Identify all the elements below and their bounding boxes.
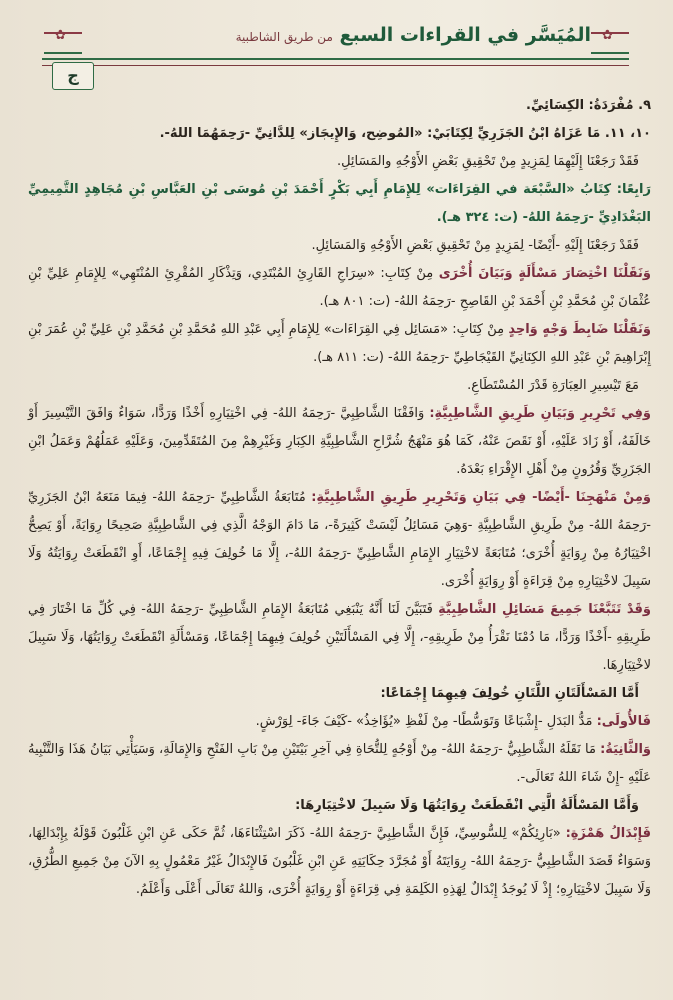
floral-ornament-icon bbox=[44, 32, 82, 54]
paragraph: فَقَدْ رَجَعْنَا إِلَيْهِ -أَيْضًا- لِمَزِيدٍ مِنْ تَحْقِيقِ بَعْضِ الأَوْجُهِ وَالمَسَائِلِ. bbox=[311, 238, 639, 253]
paragraph: فَقَدْ رَجَعْنَا إِلَيْهِمَا لِمَزِيدٍ مِنْ تَحْقِيقِ بَعْضِ الأَوْجُهِ والمَسَائِلِ. bbox=[336, 154, 639, 169]
paragraph: وَنَقَلْنَا ضَابِطَ وَجْهٍ وَاحِدٍ مِنْ كِتَابِ: «مَسَائِل فِي القِرَاءَات» لِلإِمَامِ أَبِي عَبْدِ اللهِ مُحَمَّدِ بْنِ مُحَمَّدِ بْنِ عَلِيِّ بْنِ عُمَرَ بْنِ إِبْرَاهِيمَ بْنِ عَبْدِ اللهِ الكِنَانِيِّ القَيْجَاطِيِّ -رَحِمَهُ اللهُ- (ت: ٨١١ هـ). bbox=[28, 322, 652, 365]
page-number: ج bbox=[52, 62, 94, 90]
paragraph: ١٠، ١١. مَا عَزَاهُ ابْنُ الجَزَرِيِّ لِكِتَابَيْ: «المُوضِح، وَالإِيجَاز» لِلدَّانِيِّ -رَحِمَهُمَا اللهُ-. bbox=[159, 126, 651, 141]
paragraph: فَإِبْدَالُ هَمْزَةِ: «بَارِئِكُمْ» لِلسُّوسِيِّ، فَإِنَّ الشَّاطِبِيَّ -رَحِمَهُ اللهُ- ذَكَرَ اسْتِثْنَاءَهَا، ثُمَّ حَكَى عَنِ ابْنِ غَلْبُونَ قَوْلَهُ بِإِبْدَالِهَا، وَسَوَاءٌ قَصَدَ الشَّاطِبِيُّ -رَحِمَهُ اللهُ- رِوَايَتَهُ أَوْ مُجَرَّدَ حِكَايَتِهِ عَنِ ابْنِ غَلْبُونَ فَالإِبْدَالُ غَيْرُ مَعْمُولٍ بِهِ الآنَ مِنْ جَمِيعِ الطُّرُقِ، وَلَا سَبِيلَ لاخْتِيَارِهِ؛ إِذْ لَا يُوجَدُ إِبْدَالٌ لِهَذِهِ الكَلِمَةِ فِي قِرَاءَةٍ أَوْ رِوَايَةٍ أُخْرَى، وَاللهُ تَعَالَى أَعْلَى وَأَعْلَمُ. bbox=[28, 826, 651, 897]
paragraph: رَابِعًا: كِتَابُ «السَّبْعَة في القِرَاءَات» لِلإِمَامِ أَبِي بَكْرٍ أَحْمَدَ بْنِ مُوسَى بْنِ العَبَّاسِ بْنِ مُجَاهِدٍ التَّمِيمِيِّ البَغْدَادِيِّ -رَحِمَهُ اللهُ- (ت: ٣٢٤ هـ). bbox=[28, 182, 651, 225]
page-header bbox=[22, 0, 651, 85]
paragraph: وَمِنْ مَنْهَجِنَا -أَيْضًا- فِي بَيَانِ وَتَحْرِيرِ طَرِيقِ الشَّاطِبِيَّةِ: مُتَابَعَةُ الشَّاطِبِيِّ -رَحِمَهُ اللهُ- فِيمَا مَنَعَهُ ابْنُ الجَزَرِيِّ -رَحِمَهُ اللهُ- مِنْ طَرِيقِ الشَّاطِبِيَّةِ -وَهِيَ مَسَائِلُ لَيْسَتْ كَثِيرَةً-، مَا دَامَ الوَجْهُ الَّذِي فِي الشَّاطِبِيَّةِ صَحِيحًا رِوَايَةً، أَوْ يَصِحُّ اخْتِيَارُهُ مِنْ رِوَايَةٍ أُخْرَى؛ مُتَابَعَةً لاخْتِيَارِ الإِمَامِ الشَّاطِبِيِّ -رَحِمَهُ اللهُ-، إِلَّا مَا خُولِفَ فِيهِ إِجْمَاعًا، أَوِ انْقَطَعَتْ رِوَايَتُهُ وَلَا سَبِيلَ لاخْتِيَارِهِ مِنْ قِرَاءَةٍ أَوْ رِوَايَةٍ أُخْرَى. bbox=[28, 490, 651, 589]
book-subtitle: من طريق الشاطبية bbox=[235, 30, 333, 44]
paragraph: وَأَمَّا المَسْأَلَةُ الَّتِي انْقَطَعَتْ رِوَايَتُهَا وَلَا سَبِيلَ لاخْتِيَارِهَا: bbox=[295, 798, 639, 813]
header-divider bbox=[42, 58, 629, 66]
page-body bbox=[28, 92, 651, 988]
paragraph: وَفِي تَحْرِيرِ وَبَيَانِ طَرِيقِ الشَّاطِبِيَّةِ: وَافَقْنَا الشَّاطِبِيَّ -رَحِمَهُ اللهُ- فِي اخْتِيَارِهِ أَخْذًا وَرَدًّا، سَوَاءٌ وَافَقَ التَّيْسِيرَ أَوْ خَالَفَهُ، أَوْ زَادَ عَلَيْهِ، أَوْ نَقَصَ عَنْهُ، كَمَا هُوَ مَنْهَجُ شُرَّاحِ الشَّاطِبِيَّةِ الكِبَارِ وَغَيْرِهِمْ مِنَ المُتَقَدِّمِينَ، وَعَلَيْهِ عَمَلُهُمْ وَعَمَلُ ابْنِ الجَزَرِيِّ وَقُرُونٍ مِنْ أَهْلِ الإِقْرَاءِ بَعْدَهُ. bbox=[28, 406, 651, 477]
paragraph: مَعَ تَيْسِيرِ العِبَارَةِ قَدْرَ المُسْتَطَاعِ. bbox=[467, 378, 639, 393]
paragraph: وَنَقَلْنَا اخْتِصَارَ مَسْأَلَةٍ وَبَيَانَ أُخْرَى مِنْ كِتَابِ: «سِرَاجِ القَارِئِ المُبْتَدِي، وَتِذْكَارِ المُقْرِئِ المُنْتَهِي» لِلإِمَامِ عَلِيِّ بْنِ عُثْمَانَ بْنِ مُحَمَّدِ بْنِ أَحْمَدَ بْنِ القَاصِحِ -رَحِمَهُ اللهُ- (ت: ٨٠١ هـ). bbox=[28, 266, 651, 309]
paragraph: وَالثَّانِيَةُ: مَا نَقَلَهُ الشَّاطِبِيُّ -رَحِمَهُ اللهُ- مِنْ أَوْجُهٍ لِلتُّحَاةِ فِي آخِرِ بَيْتَيْنِ مِنْ بَابِ الفَتْحِ وَالإِمَالَةِ، وَسَيَأْتِي بَيَانُ هَذَا وَالتَّنْبِيهُ عَلَيْهِ -إِنْ شَاءَ اللهُ تَعَالَى-. bbox=[28, 742, 651, 785]
book-title: المُيَسَّر في القراءات السبع من طريق الشاطبية bbox=[235, 24, 591, 46]
floral-ornament-icon bbox=[591, 32, 629, 54]
paragraph: وَقَدْ تَتَبَّعْنَا جَمِيعَ مَسَائِلِ الشَّاطِبِيَّةِ فَتَبَيَّنَ لَنَا أَنَّهُ يَنْبَغِي مُتَابَعَةُ الإِمَامِ الشَّاطِبِيِّ -رَحِمَهُ اللهُ- فِي كُلِّ مَا اخْتَارَ فِي طَرِيقِهِ -أَخْذًا وَرَدًّا، مَا دُمْنَا نَقْرَأُ مِنْ طَرِيقِهِ-، إِلَّا فِي المَسْأَلَتَيْنِ خُولِفَ فِيهِمَا إِجْمَاعًا، وَمَسْأَلَةِ انْقَطَعَتْ رِوَايَتُهَا، وَلَا سَبِيلَ لاخْتِيَارِهَا. bbox=[28, 602, 651, 673]
paragraph: أَمَّا المَسْأَلَتَانِ اللَّتَانِ خُولِفَ فِيهِمَا إِجْمَاعًا: bbox=[380, 686, 639, 701]
paragraph: ٩. مُفْرَدَةُ: الكِسَائِيِّ. bbox=[526, 98, 651, 113]
paragraph: فَالأُولَى: مَدُّ البَدَلِ -إِشْبَاعًا وَتَوَسُّطًا- مِنْ لَفْظِ «يُؤَاخِذُ» -كَيْفَ جَاءَ- لِوَرْشٍ. bbox=[255, 714, 651, 729]
